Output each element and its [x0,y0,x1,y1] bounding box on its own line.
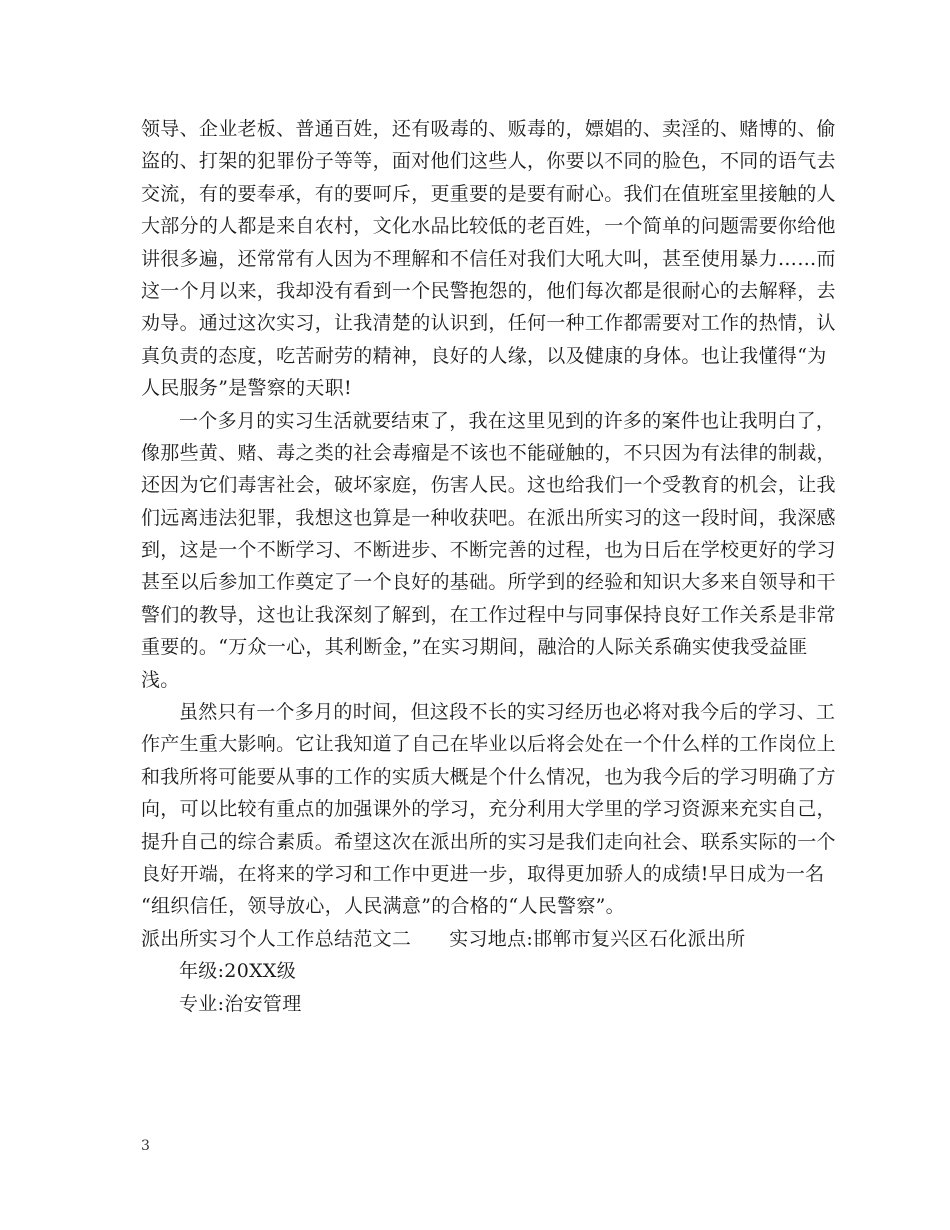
document-body [141,113,836,1020]
page-number: 3 [141,1138,150,1154]
text-line: 一个多月的实习生活就要结束了，我在这里见到的许多的案件也让我明白了， [179,409,836,432]
section-heading-line [141,923,811,955]
text-line: 领导、企业老板、普通百姓，还有吸毒的、贩毒的，嫖娼的、卖淫的、赌博的、偷 [141,118,836,140]
text-line: 提升自己的综合素质。希望这次在派出所的实习是我们走向社会、联系实际的一个 [141,830,836,853]
text-line: 像那些黄、赌、毒之类的社会毒瘤是不该也不能碰触的，不只因为有法律的制裁， [141,441,836,464]
text-line: 浅。 [141,668,180,691]
internship-location: 实习地点:邯郸市复兴区石化派出所 [449,927,746,950]
text-line: 讲很多遍，还常常有人因为不理解和不信任对我们大吼大叫，甚至使用暴力……而 [141,247,836,270]
paragraph-lines [141,113,836,923]
text-line: 重要的。“万众一心，其利断金，”在实习期间，融洽的人际关系确实使我受益匪 [141,636,808,659]
text-line: 交流，有的要奉承，有的要呵斥，更重要的是要有耐心。我们在值班室里接触的人 [141,182,836,205]
text-line: 甚至以后参加工作奠定了一个良好的基础。所学到的经验和知识大多来自领导和干 [141,571,836,594]
major-line: 专业:治安管理 [179,992,302,1015]
text-line: 劝导。通过这次实习，让我清楚的认识到，任何一种工作都需要对工作的热情，认 [141,312,836,335]
text-line: 大部分的人都是来自农村，文化水品比较低的老百姓，一个简单的问题需要你给他 [141,215,836,238]
text-line: 警们的教导，这也让我深刻了解到，在工作过程中与同事保持良好工作关系是非常 [141,603,836,626]
text-line: 人民服务”是警察的天职! [141,377,352,400]
text-line: 盗的、打架的犯罪份子等等，面对他们这些人，你要以不同的脸色，不同的语气去 [141,150,836,173]
text-line: 和我所将可能要从事的工作的实质大概是个什么情况，也为我今后的学习明确了方 [141,765,836,788]
text-line: 还因为它们毒害社会，破坏家庭，伤害人民。这也给我们一个受教育的机会，让我 [141,474,836,497]
text-line: 作产生重大影响。它让我知道了自己在毕业以后将会处在一个什么样的工作岗位上 [141,733,836,756]
text-line: 虽然只有一个多月的时间，但这段不长的实习经历也必将对我今后的学习、工 [179,701,836,724]
text-line: 良好开端，在将来的学习和工作中更进一步，取得更加骄人的成绩!早日成为一名 [141,862,825,885]
grade-line: 年级:20XX级 [179,960,297,983]
text-line: 到，这是一个不断学习、不断进步、不断完善的过程，也为日后在学校更好的学习 [141,539,836,562]
text-line: “组织信任，领导放心，人民满意”的合格的“人民警察”。 [141,895,625,918]
text-line: 这一个月以来，我却没有看到一个民警抱怨的，他们每次都是很耐心的去解释，去 [141,279,836,302]
section-title: 派出所实习个人工作总结范文二 [141,927,412,950]
text-line: 真负责的态度，吃苦耐劳的精神，良好的人缘，以及健康的身体。也让我懂得“为 [141,344,827,367]
text-line: 向，可以比较有重点的加强课外的学习，充分利用大学里的学习资源来充实自己， [141,798,836,821]
text-line: 们远离违法犯罪，我想这也算是一种收获吧。在派出所实习的这一段时间，我深感 [141,506,836,529]
